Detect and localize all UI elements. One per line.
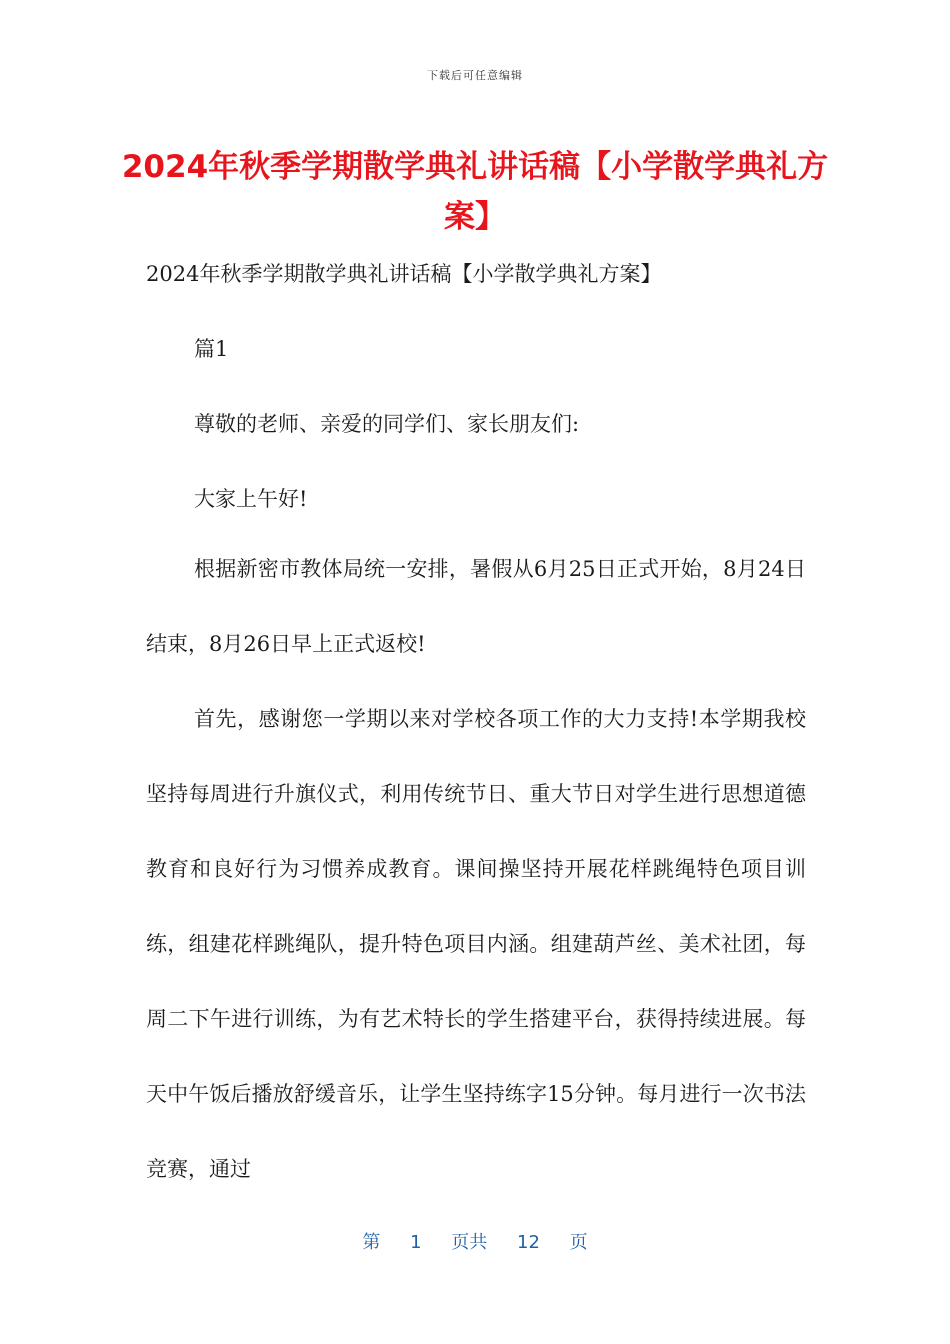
header-note: 下载后可任意编辑: [427, 69, 523, 82]
footer-total-pages: 12: [517, 1232, 540, 1253]
paragraph-schedule: 根据新密市教体局统一安排，暑假从6月25日正式开始，8月24日结束，8月26日早上正式返校!: [146, 557, 806, 656]
footer-suffix: 页: [569, 1232, 588, 1253]
page-footer: [0, 1228, 950, 1254]
footer-current-page: 1: [410, 1232, 422, 1253]
greeting: 大家上午好!: [194, 487, 308, 511]
paragraph-first: 首先，感谢您一学期以来对学校各项工作的大力支持!本学期我校坚持每周进行升旗仪式，利用传统节日、重大节日对学生进行思想道德教育和良好行为习惯养成教育。课间操坚持开展花样跳绳特色项目训练，组建花样跳绳队，提升特色项目内涵。组建葫芦丝、美术社团，每周二下午进行训练，为有艺术特长的学生搭建平台，获得持续进展。每天中午饭后播放舒缓音乐，让学生坚持练字15分钟。每月进行一次书法竞赛，通过: [146, 707, 806, 1181]
salutation: 尊敬的老师、亲爱的同学们、家长朋友们:: [194, 412, 580, 436]
document-subtitle: 2024年秋季学期散学典礼讲话稿【小学散学典礼方案】: [146, 262, 662, 286]
document-title: 2024年秋季学期散学典礼讲话稿【小学散学典礼方案】: [121, 149, 829, 235]
footer-middle: 页共: [451, 1232, 488, 1253]
footer-prefix: 第: [362, 1232, 381, 1253]
section-label: 篇1: [194, 337, 229, 361]
